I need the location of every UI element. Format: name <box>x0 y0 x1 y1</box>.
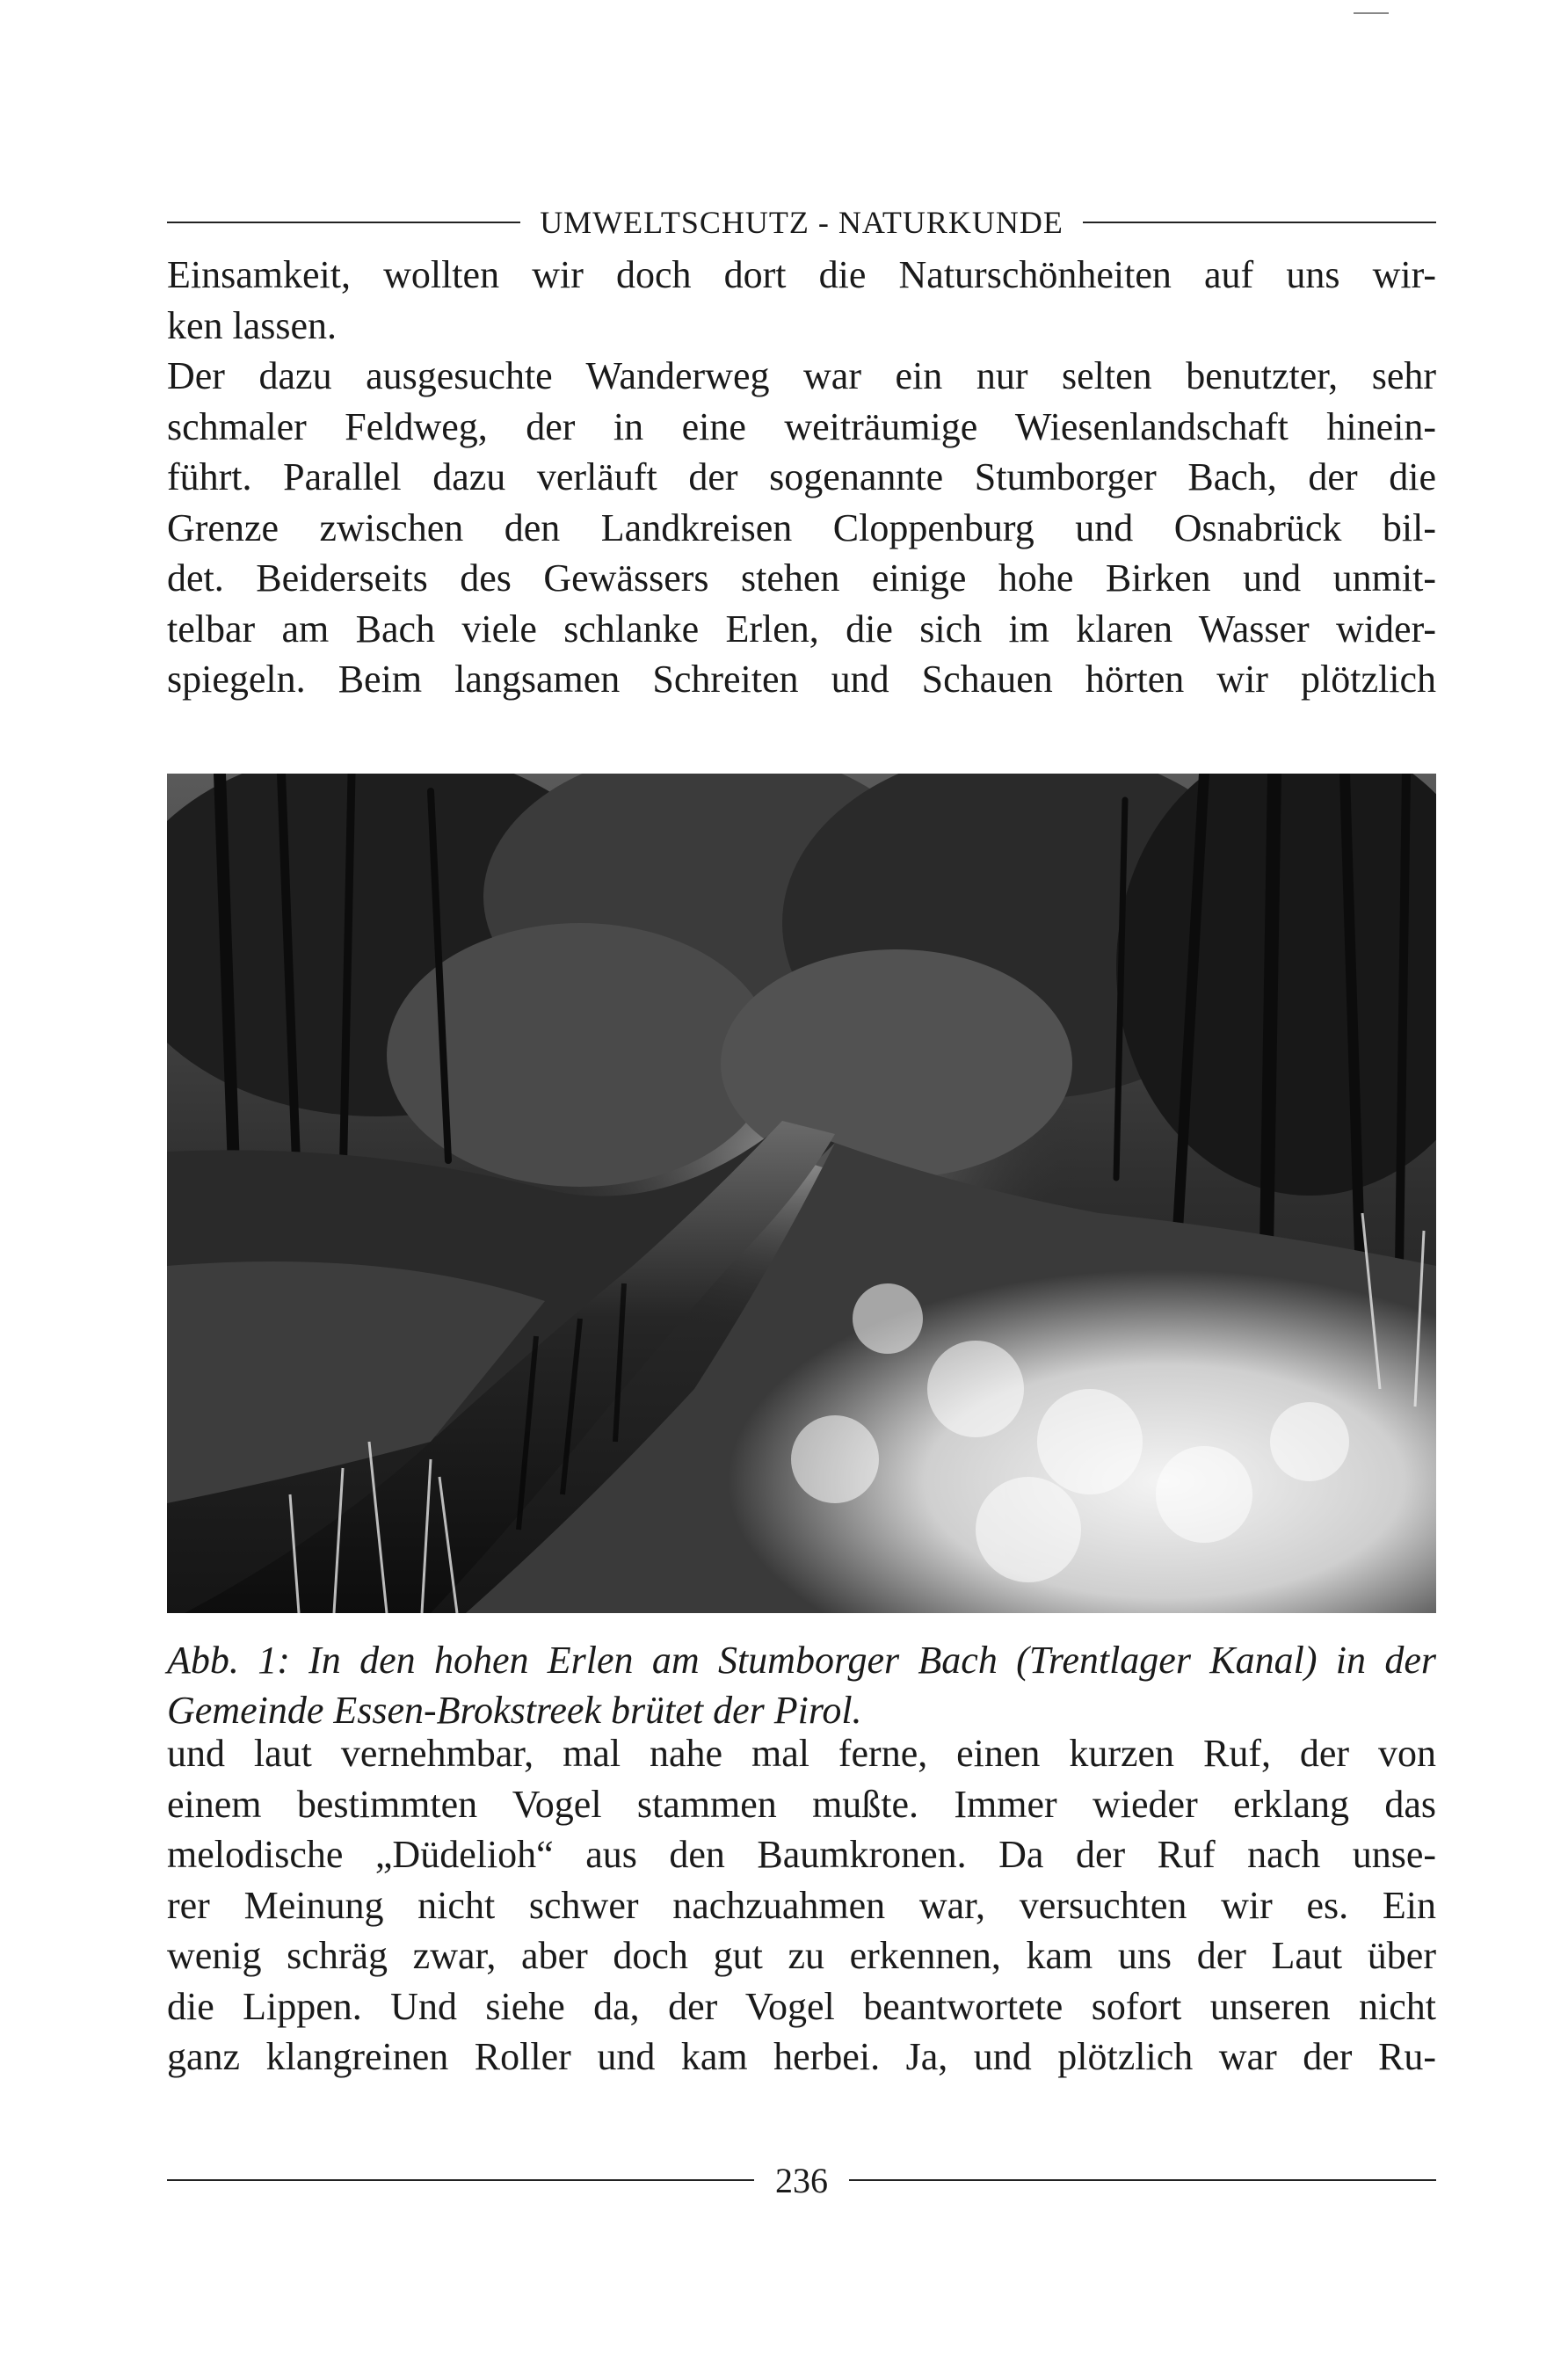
footer-rule-right <box>849 2179 1436 2181</box>
text-line: einem bestimmten Vogel stammen mußte. Immer wieder erklang das <box>167 1782 1436 1826</box>
paragraph-bottom <box>167 1728 1436 2083</box>
text-line: Einsamkeit, wollten wir doch dort die Naturschönheiten auf uns wir- <box>167 253 1436 296</box>
photo-stream-alder-trees <box>167 774 1436 1613</box>
text-line: schmaler Feldweg, der in eine weiträumige Wiesenlandschaft hinein- <box>167 404 1436 448</box>
text-line: wenig schräg zwar, aber doch gut zu erkennen, kam uns der Laut über <box>167 1934 1436 1977</box>
text-line: die Lippen. Und siehe da, der Vogel beantwortete sofort unseren nicht <box>167 1984 1436 2028</box>
text-line: Der dazu ausgesuchte Wanderweg war ein nur selten benutzter, sehr <box>167 354 1436 397</box>
text-line: führt. Parallel dazu verläuft der sogenannte Stumborger Bach, der die <box>167 455 1436 498</box>
page-footer <box>167 2154 1436 2206</box>
caption-line: Abb. 1: In den hohen Erlen am Stumborger Bach (Trentlager Kanal) in der <box>167 1639 1436 1682</box>
text-line: telbar am Bach viele schlanke Erlen, die sich im klaren Wasser wider- <box>167 607 1436 651</box>
text-line: und laut vernehmbar, mal nahe mal ferne, einen kurzen Ruf, der von <box>167 1732 1436 1775</box>
paragraph-top <box>167 250 1436 705</box>
running-head-title: UMWELTSCHUTZ - NATURKUNDE <box>540 205 1063 240</box>
header-rule-right <box>1083 222 1436 223</box>
page-number: 236 <box>775 2160 828 2200</box>
text-line: det. Beiderseits des Gewässers stehen einige hohe Birken und unmit- <box>167 556 1436 600</box>
figure-caption <box>167 1635 1436 1735</box>
text-line: spiegeln. Beim langsamen Schreiten und Schauen hörten wir plötzlich <box>167 658 1436 701</box>
text-line: rer Meinung nicht schwer nachzuahmen war, versuchten wir es. Ein <box>167 1883 1436 1927</box>
text-line: ganz klangreinen Roller und kam herbei. Ja, und plötzlich war der Ru- <box>167 2035 1436 2078</box>
text-line: Grenze zwischen den Landkreisen Cloppenburg und Osnabrück bil- <box>167 505 1436 549</box>
text-line: ken lassen. <box>167 303 338 347</box>
corner-mark <box>1354 12 1389 14</box>
text-line: melodische „Düdelioh“ aus den Baumkronen. Da der Ruf nach unse- <box>167 1833 1436 1876</box>
running-head <box>167 200 1436 244</box>
footer-rule-left <box>167 2179 754 2181</box>
caption-line: Gemeinde Essen-Brokstreek brütet der Pirol. <box>167 1689 862 1732</box>
header-rule-left <box>167 222 520 223</box>
